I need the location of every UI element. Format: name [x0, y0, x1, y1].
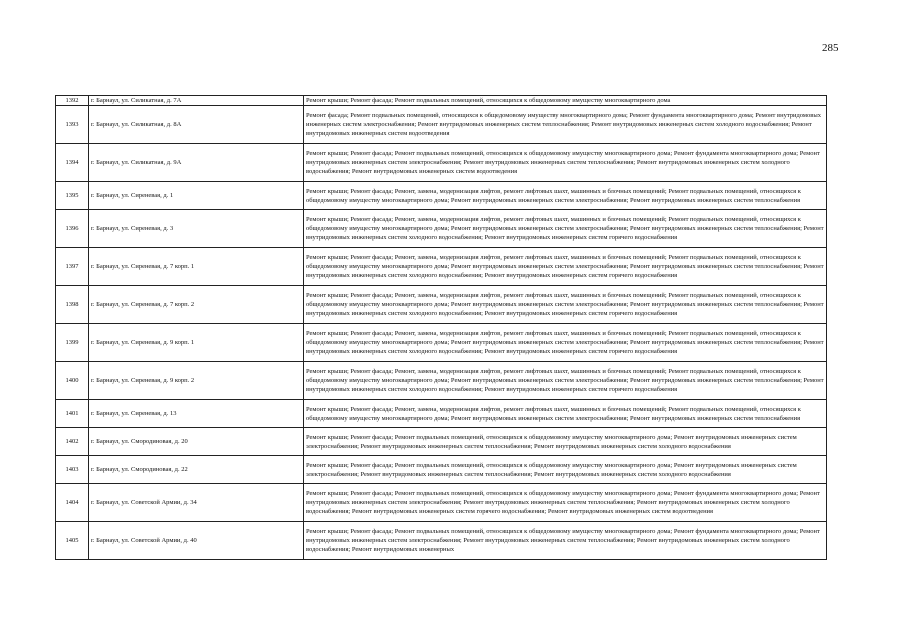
- table-row: [56, 210, 827, 248]
- row-works: Ремонт крыши; Ремонт фасада; Ремонт, замена, модернизация лифтов, ремонт лифтовых шахт, машинных и блочных помещений; Ремонт подвальных помещений, относящихся к общедомовому имуществу многоквартирного дома; Ремонт внутридомовых инженерных систем электроснабжения; Ремонт внутридомовых инженерных систем теплоснабжения: [304, 182, 827, 210]
- row-works: Ремонт крыши; Ремонт фасада; Ремонт подвальных помещений, относящихся к общедомовому имуществу многоквартирного дома; Ремонт фундамента многоквартирного дома; Ремонт внутридомовых инженерных систем электроснабжения; Ремонт внутридомовых инженерных систем теплоснабжения; Ремонт внутридомовых инженерных систем холодного водоснабжения; Ремонт внутридомовых инженерных систем горячего водоснабжения; Ремонт внутридомовых инженерных систем водоотведения: [304, 484, 827, 522]
- row-works: Ремонт крыши; Ремонт фасада; Ремонт подвальных помещений, относящихся к общедомовому имуществу многоквартирного дома; Ремонт фундамента многоквартирного дома; Ремонт внутридомовых инженерных систем электроснабжения; Ремонт внутридомовых инженерных систем теплоснабжения; Ремонт внутридомовых инженерных систем холодного водоснабжения; Ремонт внутридомовых инженерных: [304, 522, 827, 560]
- row-address: г. Барнаул, ул. Сиреневая, д. 9 корп. 1: [89, 324, 304, 362]
- table-row: [56, 362, 827, 400]
- row-works: Ремонт крыши; Ремонт фасада; Ремонт, замена, модернизация лифтов, ремонт лифтовых шахт, машинных и блочных помещений; Ремонт подвальных помещений, относящихся к общедомовому имуществу многоквартирного дома; Ремонт внутридомовых инженерных систем электроснабжения; Ремонт внутридомовых инженерных систем теплоснабжения: [304, 400, 827, 428]
- row-number: 1401: [56, 400, 89, 428]
- table-row: [56, 484, 827, 522]
- table-row: [56, 400, 827, 428]
- row-works: Ремонт крыши; Ремонт фасада; Ремонт, замена, модернизация лифтов, ремонт лифтовых шахт, машинных и блочных помещений; Ремонт подвальных помещений, относящихся к общедомовому имуществу многоквартирного дома; Ремонт внутридомовых инженерных систем электроснабжения; Ремонт внутридомовых инженерных систем теплоснабжения; Ремонт внутридомовых инженерных систем холодного водоснабжения; Ремонт внутридомовых инженерных систем горячего водоснабжения: [304, 248, 827, 286]
- row-number: 1397: [56, 248, 89, 286]
- row-works: Ремонт крыши; Ремонт фасада; Ремонт, замена, модернизация лифтов, ремонт лифтовых шахт, машинных и блочных помещений; Ремонт подвальных помещений, относящихся к общедомовому имуществу многоквартирного дома; Ремонт внутридомовых инженерных систем электроснабжения; Ремонт внутридомовых инженерных систем теплоснабжения; Ремонт внутридомовых инженерных систем холодного водоснабжения; Ремонт внутридомовых инженерных систем горячего водоснабжения: [304, 324, 827, 362]
- row-address: г. Барнаул, ул. Силикатная, д. 7А: [89, 96, 304, 106]
- table-row: [56, 428, 827, 456]
- row-address: г. Барнаул, ул. Сиреневая, д. 9 корп. 2: [89, 362, 304, 400]
- row-number: 1403: [56, 456, 89, 484]
- row-address: г. Барнаул, ул. Смородиновая, д. 22: [89, 456, 304, 484]
- row-address: г. Барнаул, ул. Смородиновая, д. 20: [89, 428, 304, 456]
- row-works: Ремонт крыши; Ремонт фасада; Ремонт подвальных помещений, относящихся к общедомовому имуществу многоквартирного дома; Ремонт фундамента многоквартирного дома; Ремонт внутридомовых инженерных систем электроснабжения; Ремонт внутридомовых инженерных систем теплоснабжения; Ремонт внутридомовых инженерных систем холодного водоснабжения; Ремонт внутридомовых инженерных систем водоотведения: [304, 144, 827, 182]
- row-works: Ремонт крыши; Ремонт фасада; Ремонт подвальных помещений, относящихся к общедомовому имуществу многоквартирного дома; Ремонт внутридомовых инженерных систем электроснабжения; Ремонт внутридомовых инженерных систем теплоснабжения; Ремонт внутридомовых инженерных систем холодного водоснабжения: [304, 428, 827, 456]
- row-address: г. Барнаул, ул. Советской Армии, д. 40: [89, 522, 304, 560]
- row-address: г. Барнаул, ул. Сиреневая, д. 7 корп. 2: [89, 286, 304, 324]
- row-number: 1399: [56, 324, 89, 362]
- row-works: Ремонт крыши; Ремонт фасада; Ремонт подвальных помещений, относящихся к общедомовому имуществу многоквартирного дома: [304, 96, 827, 106]
- row-address: г. Барнаул, ул. Сиреневая, д. 3: [89, 210, 304, 248]
- table-row: [56, 182, 827, 210]
- row-number: 1400: [56, 362, 89, 400]
- row-works: Ремонт крыши; Ремонт фасада; Ремонт подвальных помещений, относящихся к общедомовому имуществу многоквартирного дома; Ремонт внутридомовых инженерных систем электроснабжения; Ремонт внутридомовых инженерных систем теплоснабжения; Ремонт внутридомовых инженерных систем холодного водоснабжения: [304, 456, 827, 484]
- row-number: 1393: [56, 106, 89, 144]
- row-works: Ремонт крыши; Ремонт фасада; Ремонт, замена, модернизация лифтов, ремонт лифтовых шахт, машинных и блочных помещений; Ремонт подвальных помещений, относящихся к общедомовому имуществу многоквартирного дома; Ремонт внутридомовых инженерных систем электроснабжения; Ремонт внутридомовых инженерных систем теплоснабжения; Ремонт внутридомовых инженерных систем холодного водоснабжения; Ремонт внутридомовых инженерных систем горячего водоснабжения: [304, 362, 827, 400]
- table-row: [56, 522, 827, 560]
- row-address: г. Барнаул, ул. Сиреневая, д. 13: [89, 400, 304, 428]
- repair-list-table: [55, 95, 827, 560]
- table-row: [56, 106, 827, 144]
- row-number: 1396: [56, 210, 89, 248]
- row-address: г. Барнаул, ул. Сиреневая, д. 7 корп. 1: [89, 248, 304, 286]
- row-address: г. Барнаул, ул. Силикатная, д. 8А: [89, 106, 304, 144]
- table-row: [56, 96, 827, 106]
- row-works: Ремонт крыши; Ремонт фасада; Ремонт, замена, модернизация лифтов, ремонт лифтовых шахт, машинных и блочных помещений; Ремонт подвальных помещений, относящихся к общедомовому имуществу многоквартирного дома; Ремонт внутридомовых инженерных систем электроснабжения; Ремонт внутридомовых инженерных систем теплоснабжения; Ремонт внутридомовых инженерных систем холодного водоснабжения; Ремонт внутридомовых инженерных систем горячего водоснабжения: [304, 286, 827, 324]
- table-row: [56, 286, 827, 324]
- row-number: 1404: [56, 484, 89, 522]
- table-row: [56, 144, 827, 182]
- row-works: Ремонт фасада; Ремонт подвальных помещений, относящихся к общедомовому имуществу многоквартирного дома; Ремонт фундамента многоквартирного дома; Ремонт внутридомовых инженерных систем электроснабжения; Ремонт внутридомовых инженерных систем теплоснабжения; Ремонт внутридомовых инженерных систем холодного водоснабжения; Ремонт внутридомовых инженерных систем водоотведения: [304, 106, 827, 144]
- row-number: 1395: [56, 182, 89, 210]
- row-number: 1392: [56, 96, 89, 106]
- table-row: [56, 324, 827, 362]
- row-number: 1394: [56, 144, 89, 182]
- row-number: 1405: [56, 522, 89, 560]
- table-row: [56, 248, 827, 286]
- row-works: Ремонт крыши; Ремонт фасада; Ремонт, замена, модернизация лифтов, ремонт лифтовых шахт, машинных и блочных помещений; Ремонт подвальных помещений, относящихся к общедомовому имуществу многоквартирного дома; Ремонт внутридомовых инженерных систем электроснабжения; Ремонт внутридомовых инженерных систем теплоснабжения; Ремонт внутридомовых инженерных систем холодного водоснабжения; Ремонт внутридомовых инженерных систем горячего водоснабжения: [304, 210, 827, 248]
- row-address: г. Барнаул, ул. Советской Армии, д. 34: [89, 484, 304, 522]
- row-address: г. Барнаул, ул. Силикатная, д. 9А: [89, 144, 304, 182]
- row-number: 1398: [56, 286, 89, 324]
- row-address: г. Барнаул, ул. Сиреневая, д. 1: [89, 182, 304, 210]
- table-row: [56, 456, 827, 484]
- row-number: 1402: [56, 428, 89, 456]
- page-number: 285: [822, 42, 839, 54]
